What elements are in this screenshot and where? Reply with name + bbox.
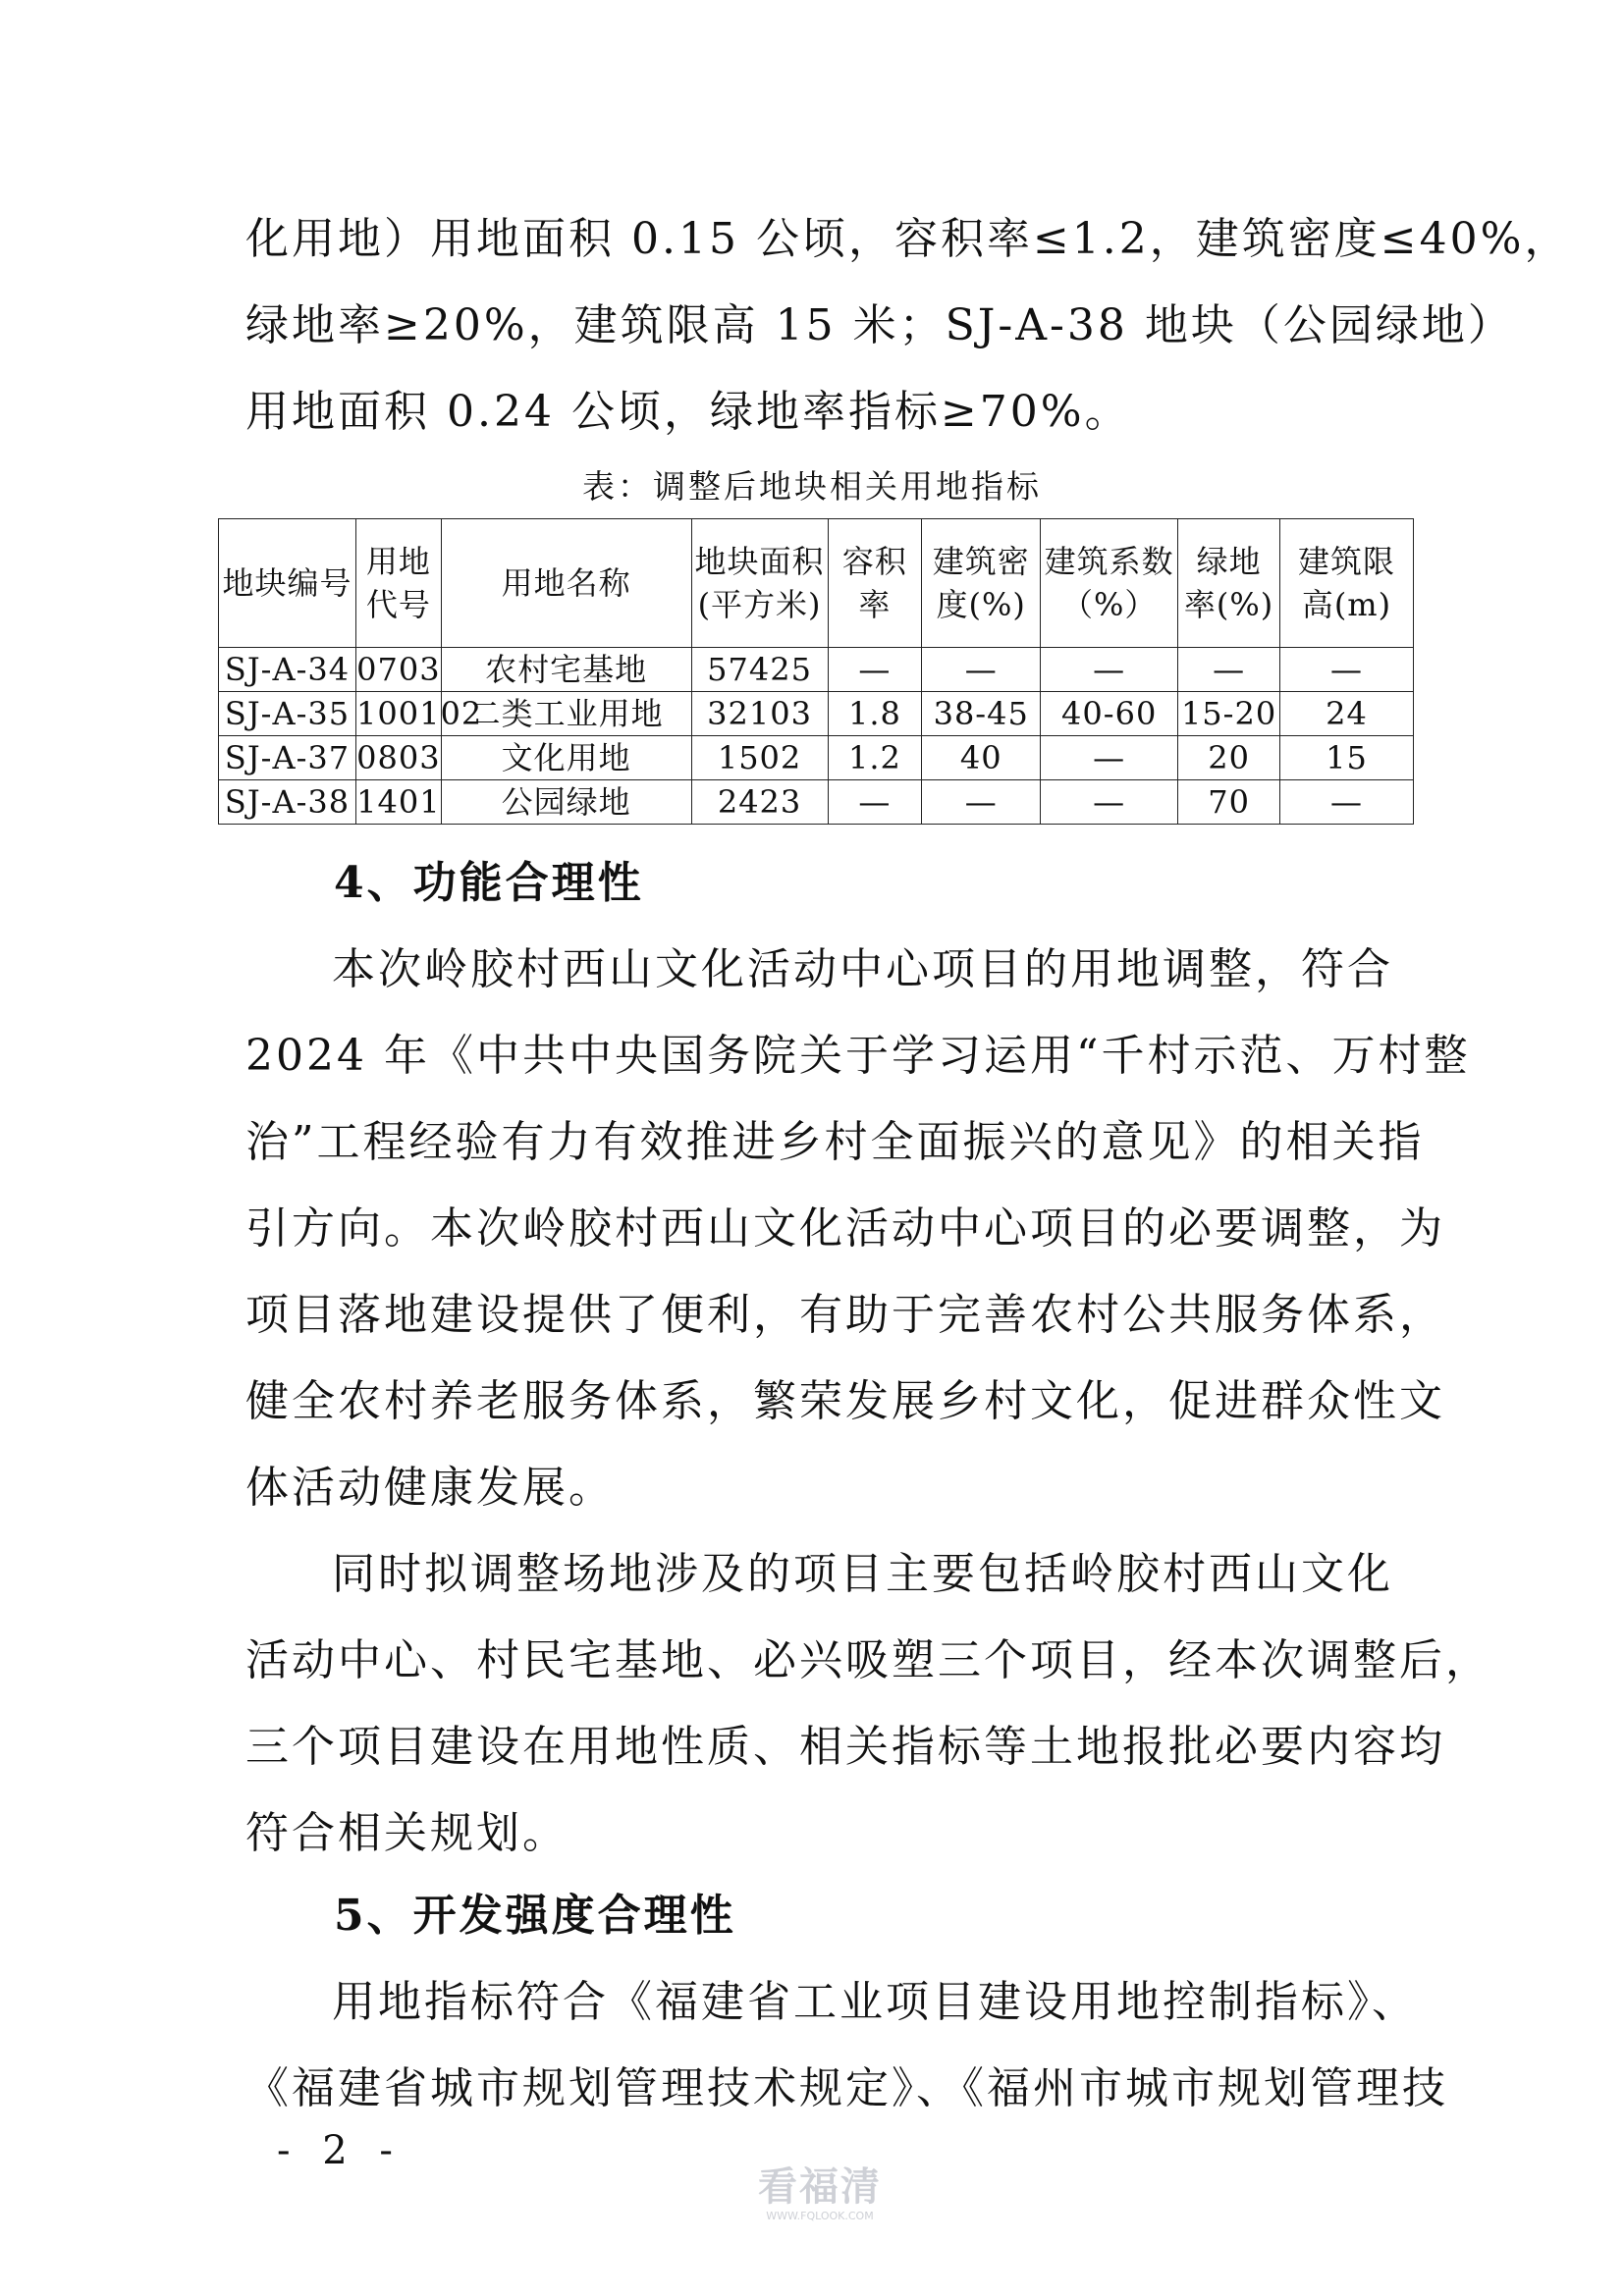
header-cell: 建筑密 度(%) — [922, 519, 1041, 648]
table-cell: 2423 — [691, 780, 828, 825]
table-row — [219, 736, 1414, 780]
table-cell: 32103 — [691, 692, 828, 736]
table-cell: — — [828, 780, 922, 825]
table-cell: 40-60 — [1041, 692, 1178, 736]
table-cell: 15-20 — [1178, 692, 1280, 736]
table-cell: 1.8 — [828, 692, 922, 736]
table-cell: 57425 — [691, 648, 828, 692]
table-cell: — — [1041, 648, 1178, 692]
table-cell: 1401 — [356, 780, 442, 825]
table-cell: 70 — [1178, 780, 1280, 825]
land-index-table — [218, 518, 1414, 825]
table-cell: SJ-A-35 — [219, 692, 356, 736]
table-cell: 文化用地 — [441, 736, 691, 780]
table-cell: 40 — [922, 736, 1041, 780]
text-line: 健全农村养老服务体系，繁荣发展乡村文化，促进群众性文 — [245, 1376, 1445, 1426]
table-cell: SJ-A-38 — [219, 780, 356, 825]
section-4-paragraph-2 — [245, 1531, 1491, 1877]
watermark-logo — [751, 2164, 889, 2223]
section-4-paragraph-1 — [245, 927, 1471, 1531]
table-cell: SJ-A-34 — [219, 648, 356, 692]
header-cell: 地块编号 — [219, 519, 356, 648]
table-row — [219, 648, 1414, 692]
table-cell: 100102 — [356, 692, 442, 736]
text-line: 本次岭胶村西山文化活动中心项目的用地调整，符合 — [332, 944, 1393, 994]
text-line: 2024 年《中共中央国务院关于学习运用“千村示范、万村整 — [245, 1031, 1471, 1081]
text-line: 活动中心、村民宅基地、必兴吸塑三个项目，经本次调整后， — [245, 1635, 1491, 1685]
table-row — [219, 780, 1414, 825]
table-cell: — — [922, 780, 1041, 825]
table-cell: — — [1041, 736, 1178, 780]
table-header-row — [219, 519, 1414, 648]
table-cell: 0803 — [356, 736, 442, 780]
table-cell: 公园绿地 — [441, 780, 691, 825]
header-cell: 用地名称 — [441, 519, 691, 648]
text-line: 用地面积 0.24 公顷，绿地率指标≥70%。 — [245, 387, 1131, 437]
header-cell: 容积 率 — [828, 519, 922, 648]
table-cell: — — [1178, 648, 1280, 692]
table-cell: 24 — [1279, 692, 1413, 736]
watermark-title: 看福清 — [758, 2164, 882, 2210]
text-line: 《福建省城市规划管理技术规定》、《福州市城市规划管理技 — [245, 2063, 1448, 2113]
text-line: 体活动健康发展。 — [245, 1463, 615, 1513]
text-line: 引方向。本次岭胶村西山文化活动中心项目的必要调整，为 — [245, 1203, 1445, 1254]
header-cell: 地块面积 (平方米) — [691, 519, 828, 648]
table-cell: — — [1279, 780, 1413, 825]
text-line: 三个项目建设在用地性质、相关指标等土地报批必要内容均 — [245, 1722, 1445, 1772]
table-cell: 二类工业用地 — [441, 692, 691, 736]
text-line: 符合相关规划。 — [245, 1808, 568, 1858]
table-row — [219, 692, 1414, 736]
text-line: 项目落地建设提供了便利，有助于完善农村公共服务体系， — [245, 1290, 1445, 1340]
table-cell: 15 — [1279, 736, 1413, 780]
table-cell: 38-45 — [922, 692, 1041, 736]
intro-paragraph — [245, 196, 1571, 455]
header-cell: 建筑系数 （%） — [1041, 519, 1178, 648]
table-cell: 农村宅基地 — [441, 648, 691, 692]
table-cell: 0703 — [356, 648, 442, 692]
text-line: 同时拟调整场地涉及的项目主要包括岭胶村西山文化 — [332, 1549, 1393, 1599]
page-number: - 2 - — [277, 2128, 403, 2173]
table-cell: 1502 — [691, 736, 828, 780]
table-cell: — — [922, 648, 1041, 692]
watermark-url: WWW.FQLOOK.COM — [766, 2210, 874, 2222]
header-cell: 用地 代号 — [356, 519, 442, 648]
section-4-heading: 4、功能合理性 — [334, 858, 644, 908]
text-line: 用地指标符合《福建省工业项目建设用地控制指标》、 — [332, 1977, 1418, 2027]
table-cell: 1.2 — [828, 736, 922, 780]
header-cell: 绿地 率(%) — [1178, 519, 1280, 648]
section-5-heading: 5、开发强度合理性 — [334, 1891, 736, 1941]
section-5-paragraph-1 — [245, 1959, 1448, 2132]
table-cell: — — [1279, 648, 1413, 692]
header-cell: 建筑限 高(m) — [1279, 519, 1413, 648]
table-caption: 表：调整后地块相关用地指标 — [582, 467, 1042, 506]
text-line: 治”工程经验有力有效推进乡村全面振兴的意见》的相关指 — [245, 1117, 1425, 1167]
text-line: 绿地率≥20%，建筑限高 15 米；SJ-A-38 地块（公园绿地） — [245, 300, 1514, 350]
text-line: 化用地）用地面积 0.15 公顷，容积率≤1.2，建筑密度≤40%， — [245, 214, 1571, 264]
table-cell: SJ-A-37 — [219, 736, 356, 780]
table-cell: — — [828, 648, 922, 692]
table-cell: — — [1041, 780, 1178, 825]
table-cell: 20 — [1178, 736, 1280, 780]
